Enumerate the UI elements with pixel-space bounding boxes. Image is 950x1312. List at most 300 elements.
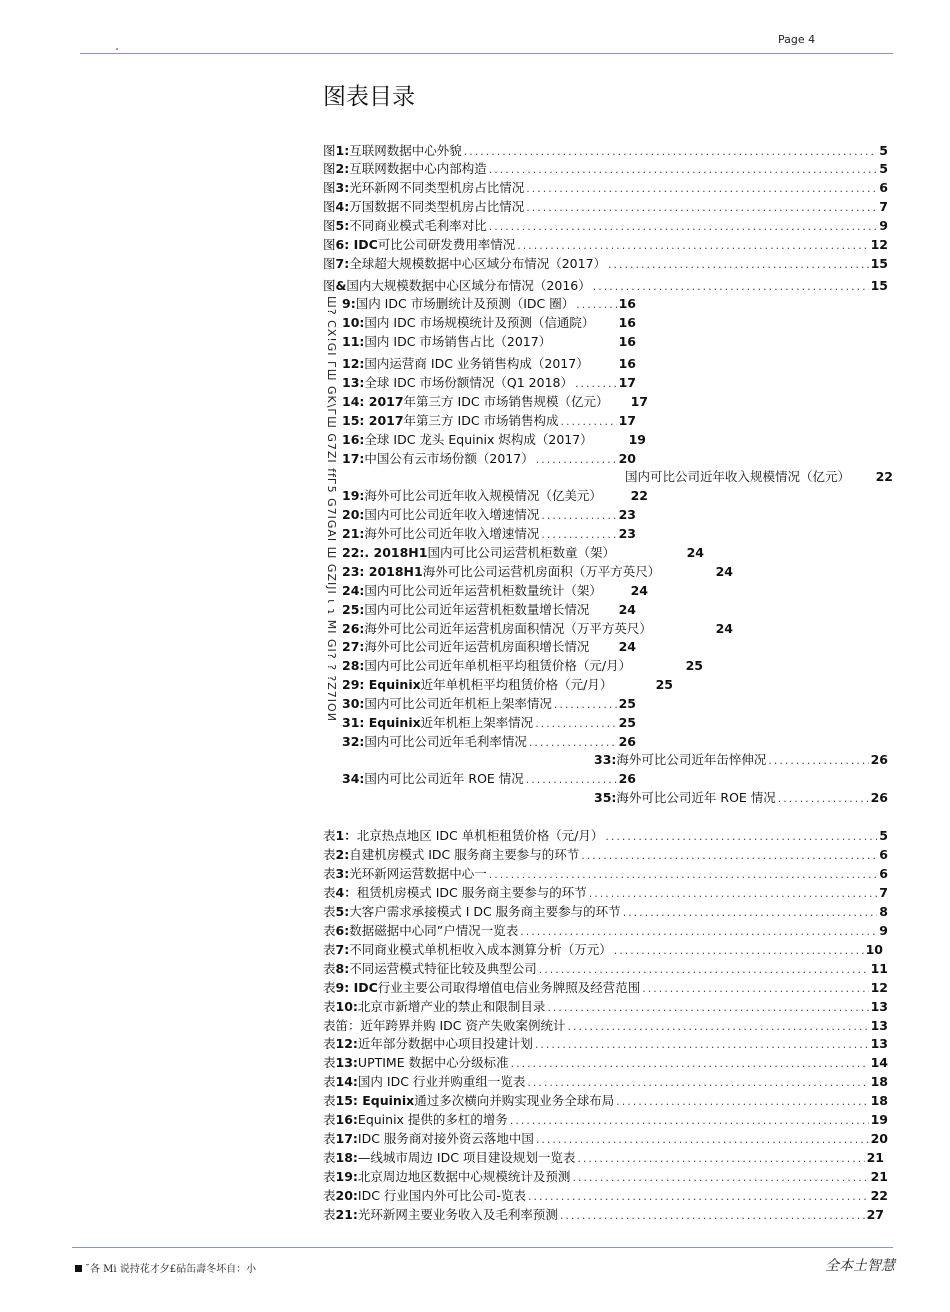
table-entry[interactable] — [323, 1148, 884, 1166]
table-entry[interactable] — [323, 921, 888, 939]
dot-leader — [517, 239, 868, 252]
figure-entry[interactable] — [342, 373, 636, 391]
table-title: —线城市周边 IDC 项目建设规划一览表 — [357, 1150, 576, 1165]
figure-title: 不同商业模式毛利率对比 — [349, 218, 487, 233]
footer-left-text: ˉ各 Mi 说持花才夕£砧缶壽冬坏自：小 — [85, 1264, 257, 1275]
figure-entry[interactable] — [342, 332, 636, 350]
table-num: 18: — [335, 1150, 358, 1165]
figure-entry[interactable] — [342, 694, 636, 712]
table-pre: 表 — [323, 1169, 336, 1184]
table-num: 21: — [335, 1207, 358, 1222]
table-page-number: 13 — [870, 999, 888, 1014]
figure-entry[interactable] — [323, 141, 888, 159]
figure-page-number: 15 — [870, 256, 888, 271]
table-page-number: 12 — [870, 980, 888, 995]
table-page-number: 21 — [870, 1169, 888, 1184]
figure-page-number: 16 — [618, 334, 636, 349]
table-pre: 表 — [323, 1055, 336, 1070]
figure-num: 2: — [335, 161, 350, 176]
dot-leader — [554, 698, 617, 711]
table-entry[interactable] — [323, 1167, 888, 1185]
table-page-number: 6 — [879, 866, 888, 881]
table-pre: 表 — [323, 1093, 336, 1108]
table-pre: 表 — [323, 1112, 336, 1127]
figure-entry[interactable] — [323, 159, 888, 177]
dot-leader — [608, 258, 869, 271]
table-pre: 表 — [323, 866, 336, 881]
figure-title: 国内可比公司近年 ROE 情况 — [364, 771, 524, 786]
figure-page-number: 26 — [870, 790, 888, 805]
table-entry[interactable] — [323, 940, 883, 958]
figure-title: 国内大规模数据中心区域分布情况（2016） — [346, 278, 591, 293]
figure-pre: 图 — [323, 161, 336, 176]
dot-leader — [768, 754, 868, 767]
table-pre: 表 — [323, 847, 336, 862]
figure-page-number: 26 — [618, 771, 636, 786]
figure-title: 国内可比公司近年单机柜平均租赁价格（元/月） — [364, 658, 632, 673]
figure-title: 近年机柜上架率情况 — [420, 715, 534, 730]
table-num: 12: — [335, 1036, 358, 1051]
figure-page-number: 25 — [618, 696, 636, 711]
table-page-number: 5 — [879, 828, 888, 843]
figure-title: 国内可比公司近年毛利率情况 — [364, 734, 527, 749]
table-title: 光环新网主要业务收入及毛利率预测 — [357, 1207, 558, 1222]
table-num: 1： — [335, 828, 357, 843]
figure-page-number: 5 — [879, 161, 888, 176]
table-page-number: 13 — [870, 1036, 888, 1051]
table-entry[interactable] — [323, 1205, 884, 1223]
figure-page-number: 6 — [879, 180, 888, 195]
dot-leader — [547, 1001, 868, 1014]
figure-entry[interactable] — [342, 524, 636, 542]
figure-num: 29: Equinix — [342, 677, 421, 692]
table-pre: 表笛： — [323, 1018, 361, 1033]
figure-pre: 图 — [323, 237, 336, 252]
figure-title: 国内可比公司近年收入规模情况（亿元） — [625, 469, 851, 484]
figure-title: 互联网数据中心外貌 — [349, 143, 462, 158]
figure-entry[interactable] — [323, 197, 888, 215]
figure-page-number: 15 — [870, 278, 888, 293]
table-entry[interactable] — [323, 1072, 888, 1090]
figure-title: 海外可比公司近年运营机房面积情况（万平方英尺） — [364, 621, 652, 636]
figure-page-number: 12 — [870, 237, 888, 252]
table-num: 2: — [335, 847, 350, 862]
table-num: 10: — [335, 999, 358, 1014]
figure-page-number: 17 — [630, 394, 648, 409]
table-title: 大客户需求承接模式 I DC 服务商主要参与的环节 — [349, 904, 621, 919]
figure-page-number: 19 — [628, 432, 646, 447]
dot-leader — [527, 1076, 868, 1089]
dot-leader — [535, 717, 616, 730]
figure-entry[interactable] — [342, 675, 673, 693]
table-entry[interactable] — [323, 845, 888, 863]
footer-left — [75, 1260, 256, 1275]
table-page-number: 22 — [870, 1188, 888, 1203]
figure-title: 全球 IDC 市场份额情况（Q1 2018） — [364, 375, 573, 390]
dot-leader — [560, 1209, 865, 1222]
figure-num: 23: 2018H1 — [342, 564, 423, 579]
dot-leader — [581, 849, 877, 862]
figure-page-number: 9 — [879, 218, 888, 233]
figure-num: 20: — [342, 507, 365, 522]
dot-leader — [510, 1114, 869, 1127]
figure-entry[interactable] — [342, 430, 646, 448]
figure-title: 国内可比公司近年运营机柜数量统计（架） — [364, 583, 602, 598]
figure-title: 国内可比公司近年机柜上架率情况 — [364, 696, 552, 711]
figure-page-number: 20 — [618, 451, 636, 466]
figure-title: 国内运营商 IDC 业务销售构成（2017） — [364, 356, 589, 371]
figure-entry[interactable] — [342, 600, 636, 618]
table-entry[interactable] — [323, 978, 888, 996]
table-title: 不同商业模式单机柜收入成本测算分析（万元） — [349, 942, 612, 957]
figure-title: 海外可比公司近年收入规模情况（亿美元） — [364, 488, 602, 503]
figure-num: 7: — [335, 256, 350, 271]
table-title: 租赁机房模式 IDC 服务商主要参与的环节 — [356, 885, 587, 900]
dot-leader — [614, 944, 864, 957]
table-page-number: 14 — [870, 1055, 888, 1070]
figure-title: 海外可比公司近年 ROE 情况 — [616, 790, 776, 805]
table-num: 7: — [335, 942, 350, 957]
table-title: 自建机房模式 IDC 服务商主要参与的环节 — [349, 847, 580, 862]
table-pre: 表 — [323, 923, 336, 938]
figure-entry[interactable] — [342, 713, 636, 731]
table-title: 行业主要公司取得增值电信业务牌照及经营范围 — [377, 980, 641, 995]
figure-pre: 图 — [323, 278, 336, 293]
figure-entry[interactable] — [342, 411, 636, 429]
figure-entry[interactable] — [342, 732, 636, 750]
dot-leader — [575, 377, 617, 390]
figure-title: 国内 IDC 市场规模统计及预测（信通院） — [364, 315, 595, 330]
figure-page-number: 24 — [715, 621, 733, 636]
table-entry[interactable] — [323, 1053, 888, 1071]
figure-title: 全球超大规模数据中心区域分布情况（2017） — [349, 256, 607, 271]
bullet-square-icon — [75, 1265, 82, 1272]
table-page-number: 20 — [870, 1131, 888, 1146]
dot-leader — [535, 1038, 869, 1051]
dot-leader — [511, 1057, 869, 1070]
table-page-number: 6 — [879, 847, 888, 862]
figure-pre: 图 — [323, 199, 336, 214]
dot-leader — [778, 792, 869, 805]
table-entry[interactable] — [323, 1129, 888, 1147]
table-num: 3: — [335, 866, 350, 881]
figure-pre: 图 — [323, 143, 336, 158]
dot-leader — [526, 201, 877, 214]
dot-leader — [593, 280, 869, 293]
table-pre: 表 — [323, 1207, 336, 1222]
table-num: 15: Equinix — [335, 1093, 415, 1108]
table-title: 不同运营模式特征比较及典型公司 — [349, 961, 537, 976]
figure-pre: 图 — [323, 218, 336, 233]
figure-num: 27: — [342, 639, 365, 654]
table-title: 国内 IDC 行业并购重组一览表 — [357, 1074, 526, 1089]
table-entry[interactable] — [323, 1110, 888, 1128]
figure-num: 32: — [342, 734, 365, 749]
figure-pre: 图 — [323, 256, 336, 271]
figure-title: 全球 IDC 龙头 Equinix 烬构成（2017） — [364, 432, 593, 447]
figure-num: 15: 2017 — [342, 413, 404, 428]
figure-num: 25: — [342, 602, 365, 617]
figure-entry[interactable] — [594, 788, 888, 806]
dot-leader — [589, 887, 878, 900]
table-entry[interactable] — [323, 1016, 888, 1034]
table-pre: 表 — [323, 1074, 336, 1089]
figure-title: 互联网数据中心内部构造 — [349, 161, 487, 176]
table-page-number: 8 — [879, 904, 888, 919]
dot-leader — [464, 145, 878, 158]
figure-num: & — [335, 278, 347, 293]
figure-entry[interactable] — [342, 486, 648, 504]
dot-leader — [526, 182, 877, 195]
table-entry[interactable] — [323, 959, 888, 977]
table-num: 17: — [335, 1131, 358, 1146]
figure-entry[interactable] — [342, 543, 704, 561]
footer-rule — [72, 1247, 893, 1248]
figure-entry[interactable] — [342, 294, 636, 312]
figure-entry[interactable] — [323, 216, 888, 234]
dot-leader — [576, 298, 616, 311]
table-pre: 表 — [323, 1188, 336, 1203]
dot-leader — [489, 163, 878, 176]
table-entry[interactable] — [323, 826, 888, 844]
figure-page-number: 23 — [618, 507, 636, 522]
figure-entry[interactable] — [342, 581, 648, 599]
table-num: 14: — [335, 1074, 358, 1089]
figure-num: 4: — [335, 199, 350, 214]
table-num: 9: IDC — [335, 980, 378, 995]
dot-leader — [561, 415, 617, 428]
figure-page-number: 24 — [715, 564, 733, 579]
dot-leader — [520, 925, 877, 938]
figure-title: 海外可比公司近年缶悴伸况 — [616, 752, 767, 767]
side-text: Ш? СХ!GI ГШ GK\ГШ G7ZI ffГ5 G7IGAI Ш GZIJI ɩ ɿ MI GI? ? ?Z7IOИ — [325, 296, 338, 722]
dot-leader — [577, 1152, 864, 1165]
figure-entry[interactable] — [342, 449, 636, 467]
table-page-number: 21 — [866, 1150, 884, 1165]
table-entry[interactable] — [323, 997, 888, 1015]
figure-title: 海外可比公司近年收入增速情况 — [364, 526, 540, 541]
figure-title: 国内 IDC 市场销售占比（2017） — [364, 334, 552, 349]
table-title: 光环新网运营数据中心一 — [349, 866, 487, 881]
figure-num: 16: — [342, 432, 365, 447]
dot-leader — [541, 509, 616, 522]
figure-pre: 图 — [323, 180, 336, 195]
page-title: 图表目录 — [323, 84, 415, 110]
dot-leader — [642, 982, 868, 995]
figure-title: 年第三方 IDC 市场销售规模（亿元） — [403, 394, 609, 409]
table-page-number: 27 — [866, 1207, 884, 1222]
figure-entry[interactable] — [323, 276, 888, 294]
dot-leader — [536, 1133, 869, 1146]
table-pre: 表 — [323, 1150, 336, 1165]
figure-title: 国内可比公司运营机柜数童（架） — [427, 545, 615, 560]
table-title: 通过多次横向并购实现业务全球布局 — [414, 1093, 615, 1108]
table-title: 北京周边地区数据中心规模统计及预测 — [357, 1169, 571, 1184]
dot-leader — [568, 1020, 869, 1033]
figure-num: 31: Equinix — [342, 715, 421, 730]
figure-entry[interactable] — [323, 178, 888, 196]
figure-page-number: 23 — [618, 526, 636, 541]
table-pre: 表 — [323, 828, 336, 843]
figure-num: 3: — [335, 180, 350, 195]
table-title: 北京热点地区 IDC 单机柜租赁价格（元/月） — [356, 828, 604, 843]
figure-page-number: 25 — [655, 677, 673, 692]
table-entry[interactable] — [323, 1091, 888, 1109]
dot-leader — [489, 868, 878, 881]
figure-num: 26: — [342, 621, 365, 636]
table-pre: 表 — [323, 999, 336, 1014]
table-title: UPTIME 数据中心分级标准 — [357, 1055, 509, 1070]
figure-page-number: 16 — [618, 315, 636, 330]
figure-entry[interactable] — [594, 750, 888, 768]
figure-num: 11: — [342, 334, 365, 349]
table-entry[interactable] — [323, 883, 888, 901]
figure-page-number: 24 — [686, 545, 704, 560]
figure-num: 35: — [594, 790, 617, 805]
dot-leader — [605, 830, 877, 843]
table-num: 6: — [335, 923, 350, 938]
table-title: IDC 行业国内外可比公司-览表 — [357, 1188, 526, 1203]
figure-page-number: 22 — [630, 488, 648, 503]
figure-num: 9: — [342, 296, 356, 311]
table-pre: 表 — [323, 1131, 336, 1146]
table-title: Equinix 提供的多杠的增务 — [357, 1112, 508, 1127]
table-pre: 表 — [323, 1036, 336, 1051]
table-title: 数据磁据中心同”户情况一览表 — [349, 923, 519, 938]
figure-entry[interactable] — [342, 619, 733, 637]
figure-num: 5: — [335, 218, 350, 233]
table-pre: 表 — [323, 961, 336, 976]
figure-entry[interactable] — [342, 769, 636, 787]
figure-entry[interactable] — [342, 656, 703, 674]
figure-page-number: 16 — [618, 296, 636, 311]
figure-num: 34: — [342, 771, 365, 786]
table-num: 5: — [335, 904, 350, 919]
dot-leader — [572, 1171, 868, 1184]
figure-entry[interactable] — [342, 392, 648, 410]
figure-title: 近年单机柜平均租赁价格（元/月） — [420, 677, 613, 692]
figure-title: 可比公司研发费用率情况 — [377, 237, 516, 252]
figure-entry[interactable] — [342, 562, 733, 580]
figure-num: 30: — [342, 696, 365, 711]
table-pre: 表 — [323, 942, 336, 957]
figure-page-number: 22 — [875, 469, 893, 484]
dot-leader — [528, 1190, 869, 1203]
figure-page-number: 7 — [879, 199, 888, 214]
figure-num: 17: — [342, 451, 365, 466]
figure-entry[interactable] — [323, 254, 888, 272]
figure-title: 光环新网不同类型机房占比情况 — [349, 180, 525, 195]
figure-page-number: 24 — [618, 639, 636, 654]
table-num: 16: — [335, 1112, 358, 1127]
table-num: 4： — [335, 885, 357, 900]
table-page-number: 9 — [879, 923, 888, 938]
figure-title: 国内 IDC 市场删统计及预测（IDC 圈） — [355, 296, 575, 311]
figure-entry[interactable] — [342, 637, 636, 655]
figure-num: 28: — [342, 658, 365, 673]
figure-num: 19: — [342, 488, 365, 503]
table-entry[interactable] — [323, 902, 888, 920]
figure-title: 国内可比公司近年运营机柜数量增长情况 — [364, 602, 590, 617]
figure-title: 海外可比公司运营机房面积（万平方英尺） — [422, 564, 661, 579]
dot-leader — [526, 773, 617, 786]
table-pre: 表 — [323, 904, 336, 919]
dot-leader — [536, 453, 617, 466]
figure-entry[interactable] — [342, 313, 636, 331]
table-page-number: 7 — [879, 885, 888, 900]
dot-leader — [539, 963, 869, 976]
table-pre: 表 — [323, 885, 336, 900]
dot-leader — [529, 736, 617, 749]
figure-num: 6: IDC — [335, 237, 378, 252]
figure-page-number: 24 — [618, 602, 636, 617]
table-pre: 表 — [323, 980, 336, 995]
figure-page-number: 25 — [618, 715, 636, 730]
table-title: IDC 服务商对接外资云落地中国 — [357, 1131, 534, 1146]
figure-page-number: 5 — [879, 143, 888, 158]
dot-leader — [623, 906, 878, 919]
figure-title: 年第三方 IDC 市场销售构成 — [403, 413, 559, 428]
table-title: 北京市新增产业的禁止和限制目录 — [357, 999, 546, 1014]
table-page-number: 11 — [870, 961, 888, 976]
figure-page-number: 24 — [630, 583, 648, 598]
figure-num: 13: — [342, 375, 365, 390]
table-num: 20: — [335, 1188, 358, 1203]
figure-num: 24: — [342, 583, 365, 598]
page-number: Page 4 — [778, 33, 816, 46]
figure-page-number: 17 — [618, 413, 636, 428]
table-entry[interactable] — [323, 1186, 888, 1204]
figure-page-number: 17 — [618, 375, 636, 390]
figure-entry[interactable] — [625, 467, 893, 485]
table-num: 8: — [335, 961, 350, 976]
figure-num: 10: — [342, 315, 365, 330]
dot-leader — [616, 1095, 868, 1108]
figure-num: 21: — [342, 526, 365, 541]
table-entry[interactable] — [323, 1034, 888, 1052]
dot-leader — [541, 528, 616, 541]
table-page-number: 10 — [865, 942, 883, 957]
figure-page-number: 16 — [618, 356, 636, 371]
table-num: 13: — [335, 1055, 358, 1070]
table-title: 近年部分数据中心项目投建计划 — [357, 1036, 533, 1051]
figure-num: 12: — [342, 356, 365, 371]
figure-num: 14: 2017 — [342, 394, 404, 409]
figure-page-number: 26 — [618, 734, 636, 749]
figure-page-number: 25 — [685, 658, 703, 673]
table-page-number: 18 — [870, 1093, 888, 1108]
figure-page-number: 26 — [870, 752, 888, 767]
table-page-number: 18 — [870, 1074, 888, 1089]
table-page-number: 13 — [870, 1018, 888, 1033]
figure-entry[interactable] — [342, 505, 636, 523]
figure-num: 33: — [594, 752, 617, 767]
table-num: 19: — [335, 1169, 358, 1184]
figure-title: 海外可比公司近年运营机房面积增长情况 — [364, 639, 590, 654]
table-title: 近年跨界并购 IDC 资产失败案例统计 — [360, 1018, 566, 1033]
table-page-number: 19 — [870, 1112, 888, 1127]
footer-right: 全本土智慧 — [825, 1258, 895, 1274]
figure-title: 万国数据不同类型机房占比情况 — [349, 199, 525, 214]
dot-leader — [489, 220, 878, 233]
figure-title: 中国公有云市场份额（2017） — [364, 451, 534, 466]
figure-entry[interactable] — [323, 235, 888, 253]
figure-title: 国内可比公司近年收入增速情况 — [364, 507, 540, 522]
figure-num: 1: — [335, 143, 350, 158]
figure-num: 22:. 2018H1 — [342, 545, 428, 560]
table-entry[interactable] — [323, 864, 888, 882]
figure-entry[interactable] — [342, 354, 636, 372]
